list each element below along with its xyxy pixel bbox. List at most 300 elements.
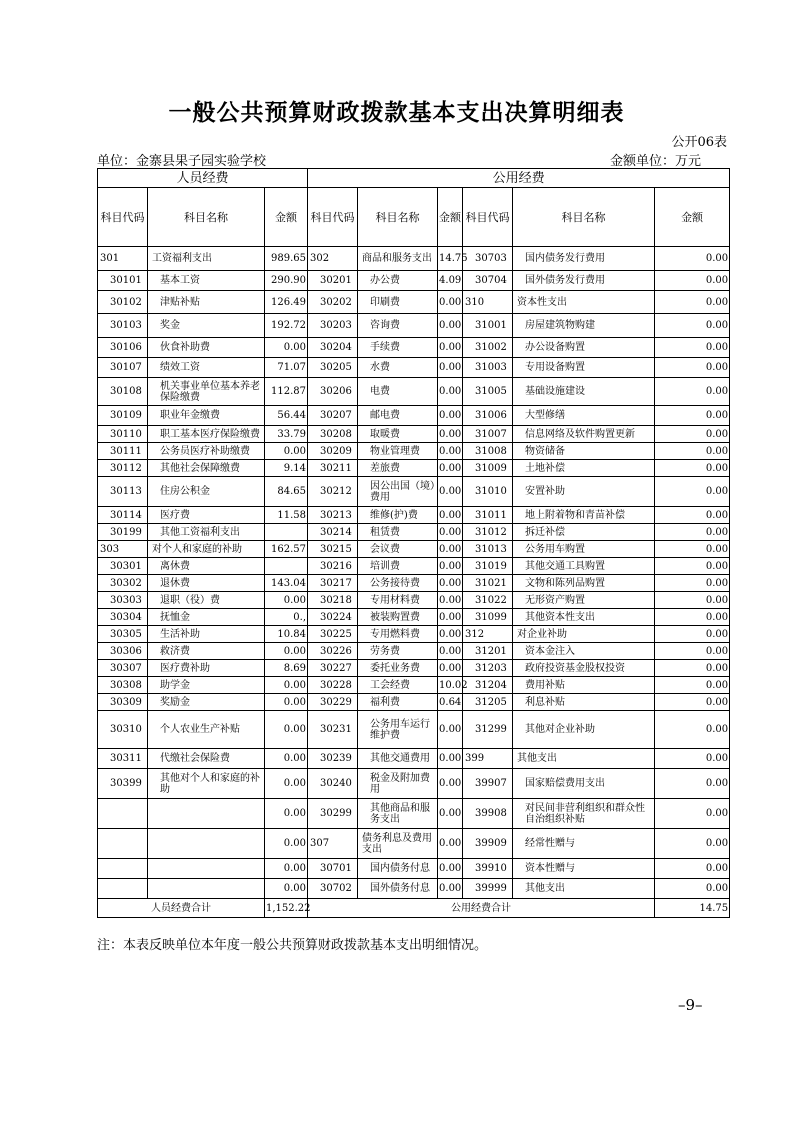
personnel-amount-cell: 0.00 bbox=[265, 643, 308, 660]
personnel-name-cell bbox=[148, 879, 265, 899]
public-amount-cell: 0.00 bbox=[655, 694, 730, 711]
public-code-cell: 31005 bbox=[463, 378, 513, 406]
public-amount-cell: 0.00 bbox=[438, 626, 463, 643]
public-amount-cell: 0.00 bbox=[655, 558, 730, 575]
personnel-name-cell: 医疗费 bbox=[148, 507, 265, 524]
public-code-cell: 39999 bbox=[463, 879, 513, 899]
table-row bbox=[98, 799, 730, 829]
public-code-cell: 31003 bbox=[463, 358, 513, 378]
personnel-amount-cell: 84.65 bbox=[265, 477, 308, 507]
public-code-cell: 30239 bbox=[308, 749, 358, 769]
public-amount-cell: 0.00 bbox=[655, 358, 730, 378]
personnel-name-cell: 奖励金 bbox=[148, 694, 265, 711]
public-name-cell: 费用补贴 bbox=[513, 677, 655, 694]
public-amount-cell: 0.00 bbox=[438, 524, 463, 541]
public-amount-cell: 0.00 bbox=[438, 406, 463, 426]
page-number: –9– bbox=[678, 996, 703, 1014]
public-amount-cell: 0.00 bbox=[655, 507, 730, 524]
table-row bbox=[98, 314, 730, 338]
column-header-row bbox=[98, 188, 730, 247]
public-code-cell: 30216 bbox=[308, 558, 358, 575]
public-code-cell: 30702 bbox=[308, 879, 358, 899]
personnel-name-cell: 对个人和家庭的补助 bbox=[148, 541, 265, 558]
public-name-cell: 资本性支出 bbox=[513, 291, 655, 314]
public-name-cell: 国内债务付息 bbox=[358, 859, 438, 879]
personnel-amount-cell: 162.57 bbox=[265, 541, 308, 558]
public-code-cell: 30299 bbox=[308, 799, 358, 829]
public-name-cell: 资本性赠与 bbox=[513, 859, 655, 879]
personnel-name-cell: 个人农业生产补贴 bbox=[148, 711, 265, 749]
public-amount-cell: 0.00 bbox=[438, 507, 463, 524]
public-code-cell: 30206 bbox=[308, 378, 358, 406]
public-amount-cell: 0.00 bbox=[655, 314, 730, 338]
public-name-cell: 其他资本性支出 bbox=[513, 609, 655, 626]
table-row bbox=[98, 694, 730, 711]
public-code-cell: 31002 bbox=[463, 338, 513, 358]
table-row bbox=[98, 378, 730, 406]
public-code-cell: 30201 bbox=[308, 271, 358, 291]
public-code-cell: 30215 bbox=[308, 541, 358, 558]
public-name-cell: 会议费 bbox=[358, 541, 438, 558]
public-amount-cell: 0.00 bbox=[438, 378, 463, 406]
public-code-cell: 307 bbox=[308, 829, 358, 859]
public-amount-cell: 0.00 bbox=[655, 477, 730, 507]
public-amount-cell: 0.00 bbox=[655, 879, 730, 899]
public-code-cell: 30217 bbox=[308, 575, 358, 592]
personnel-amount-cell: 290.90 bbox=[265, 271, 308, 291]
public-amount-cell: 0.00 bbox=[438, 829, 463, 859]
public-code-cell: 31001 bbox=[463, 314, 513, 338]
totals-row bbox=[98, 899, 730, 918]
personnel-amount-cell: 0., bbox=[265, 609, 308, 626]
table-row bbox=[98, 443, 730, 460]
table-row bbox=[98, 660, 730, 677]
public-name-cell: 房屋建筑物购建 bbox=[513, 314, 655, 338]
personnel-name-cell: 代缴社会保险费 bbox=[148, 749, 265, 769]
public-total-amount: 14.75 bbox=[655, 899, 730, 918]
public-amount-cell: 0.00 bbox=[655, 609, 730, 626]
public-amount-cell: 0.00 bbox=[438, 769, 463, 799]
personnel-amount-cell: 0.00 bbox=[265, 749, 308, 769]
personnel-amount-cell: 112.87 bbox=[265, 378, 308, 406]
public-code-cell: 30218 bbox=[308, 592, 358, 609]
personnel-name-cell bbox=[148, 829, 265, 859]
public-name-cell: 办公设备购置 bbox=[513, 338, 655, 358]
col-header-code: 科目代码 bbox=[98, 188, 148, 247]
public-code-cell: 31099 bbox=[463, 609, 513, 626]
public-amount-cell: 0.00 bbox=[438, 338, 463, 358]
personnel-name-cell: 其他对个人和家庭的补助 bbox=[148, 769, 265, 799]
personnel-amount-cell: 8.69 bbox=[265, 660, 308, 677]
public-code-cell: 31019 bbox=[463, 558, 513, 575]
table-row bbox=[98, 477, 730, 507]
personnel-name-cell: 生活补助 bbox=[148, 626, 265, 643]
public-name-cell: 被装购置费 bbox=[358, 609, 438, 626]
public-name-cell: 其他交通费用 bbox=[358, 749, 438, 769]
personnel-code-cell: 30310 bbox=[98, 711, 148, 749]
public-amount-cell: 0.00 bbox=[438, 799, 463, 829]
public-name-cell: 国外债务发行费用 bbox=[513, 271, 655, 291]
public-code-cell: 39908 bbox=[463, 799, 513, 829]
col-header-name: 科目名称 bbox=[358, 188, 438, 247]
public-name-cell: 办公费 bbox=[358, 271, 438, 291]
public-code-cell: 30208 bbox=[308, 426, 358, 443]
public-name-cell: 资本金注入 bbox=[513, 643, 655, 660]
public-name-cell: 债务利息及费用支出 bbox=[358, 829, 438, 859]
public-name-cell: 其他支出 bbox=[513, 879, 655, 899]
personnel-amount-cell: 0.00 bbox=[265, 829, 308, 859]
public-name-cell: 国家赔偿费用支出 bbox=[513, 769, 655, 799]
personnel-amount-cell: 71.07 bbox=[265, 358, 308, 378]
personnel-code-cell: 30309 bbox=[98, 694, 148, 711]
col-header-amount: 金额 bbox=[438, 188, 463, 247]
public-code-cell: 30224 bbox=[308, 609, 358, 626]
personnel-code-cell: 30399 bbox=[98, 769, 148, 799]
public-name-cell: 对民间非营利组织和群众性自治组织补贴 bbox=[513, 799, 655, 829]
public-name-cell: 手续费 bbox=[358, 338, 438, 358]
public-amount-cell: 0.00 bbox=[655, 677, 730, 694]
personnel-name-cell bbox=[148, 859, 265, 879]
personnel-code-cell: 30107 bbox=[98, 358, 148, 378]
public-code-cell: 31010 bbox=[463, 477, 513, 507]
public-amount-cell: 0.00 bbox=[655, 859, 730, 879]
public-code-cell: 31299 bbox=[463, 711, 513, 749]
public-name-cell: 专用燃料费 bbox=[358, 626, 438, 643]
personnel-amount-cell: 0.00 bbox=[265, 799, 308, 829]
personnel-name-cell: 公务员医疗补助缴费 bbox=[148, 443, 265, 460]
public-amount-cell: 0.00 bbox=[655, 643, 730, 660]
personnel-name-cell: 住房公积金 bbox=[148, 477, 265, 507]
public-name-cell: 利息补贴 bbox=[513, 694, 655, 711]
public-code-cell: 31011 bbox=[463, 507, 513, 524]
table-row bbox=[98, 524, 730, 541]
public-amount-cell: 0.00 bbox=[655, 406, 730, 426]
public-amount-cell: 0.00 bbox=[438, 609, 463, 626]
personnel-code-cell bbox=[98, 859, 148, 879]
table-row bbox=[98, 247, 730, 271]
public-name-cell: 电费 bbox=[358, 378, 438, 406]
table-row bbox=[98, 541, 730, 558]
page-title: 一般公共预算财政拨款基本支出决算明细表 bbox=[168, 99, 625, 126]
public-code-cell: 31205 bbox=[463, 694, 513, 711]
personnel-total-amount: 1,152.22 bbox=[265, 899, 308, 918]
public-amount-cell: 0.00 bbox=[655, 460, 730, 477]
public-amount-cell: 0.00 bbox=[655, 769, 730, 799]
public-amount-cell: 10.02 bbox=[438, 677, 463, 694]
public-code-cell: 31201 bbox=[463, 643, 513, 660]
public-code-cell: 31203 bbox=[463, 660, 513, 677]
table-row bbox=[98, 558, 730, 575]
public-name-cell: 取暖费 bbox=[358, 426, 438, 443]
public-amount-cell: 0.00 bbox=[655, 426, 730, 443]
public-code-cell: 31013 bbox=[463, 541, 513, 558]
personnel-code-cell: 30306 bbox=[98, 643, 148, 660]
public-code-cell: 39910 bbox=[463, 859, 513, 879]
public-code-cell: 30701 bbox=[308, 859, 358, 879]
public-code-cell: 312 bbox=[463, 626, 513, 643]
public-amount-cell: 0.00 bbox=[655, 443, 730, 460]
personnel-amount-cell: 0.00 bbox=[265, 338, 308, 358]
personnel-code-cell: 301 bbox=[98, 247, 148, 271]
public-amount-cell: 0.00 bbox=[438, 291, 463, 314]
col-header-amount: 金额 bbox=[655, 188, 730, 247]
public-amount-cell: 0.00 bbox=[655, 524, 730, 541]
personnel-code-cell: 30102 bbox=[98, 291, 148, 314]
public-group-header: 公用经费 bbox=[308, 169, 730, 188]
public-name-cell: 税金及附加费用 bbox=[358, 769, 438, 799]
public-code-cell: 30211 bbox=[308, 460, 358, 477]
personnel-amount-cell: 0.00 bbox=[265, 859, 308, 879]
public-name-cell: 差旅费 bbox=[358, 460, 438, 477]
personnel-name-cell: 退休费 bbox=[148, 575, 265, 592]
personnel-code-cell: 30307 bbox=[98, 660, 148, 677]
personnel-amount-cell: 126.49 bbox=[265, 291, 308, 314]
personnel-amount-cell: 0.00 bbox=[265, 879, 308, 899]
public-name-cell: 因公出国（境）费用 bbox=[358, 477, 438, 507]
personnel-name-cell: 津贴补贴 bbox=[148, 291, 265, 314]
personnel-code-cell: 30301 bbox=[98, 558, 148, 575]
public-code-cell: 310 bbox=[463, 291, 513, 314]
personnel-amount-cell bbox=[265, 524, 308, 541]
public-name-cell: 土地补偿 bbox=[513, 460, 655, 477]
public-code-cell: 39907 bbox=[463, 769, 513, 799]
public-amount-cell: 0.00 bbox=[655, 592, 730, 609]
public-amount-cell: 0.00 bbox=[655, 378, 730, 406]
public-name-cell: 水费 bbox=[358, 358, 438, 378]
public-code-cell: 30205 bbox=[308, 358, 358, 378]
table-row bbox=[98, 626, 730, 643]
public-amount-cell: 0.00 bbox=[655, 829, 730, 859]
public-code-cell: 30704 bbox=[463, 271, 513, 291]
personnel-code-cell: 303 bbox=[98, 541, 148, 558]
table-row bbox=[98, 271, 730, 291]
public-amount-cell: 0.00 bbox=[655, 799, 730, 829]
public-name-cell: 安置补助 bbox=[513, 477, 655, 507]
table-row bbox=[98, 406, 730, 426]
public-name-cell: 福利费 bbox=[358, 694, 438, 711]
personnel-name-cell bbox=[148, 799, 265, 829]
public-amount-cell: 0.00 bbox=[438, 443, 463, 460]
public-code-cell: 30214 bbox=[308, 524, 358, 541]
public-name-cell: 印刷费 bbox=[358, 291, 438, 314]
personnel-group-header: 人员经费 bbox=[98, 169, 308, 188]
personnel-amount-cell: 56.44 bbox=[265, 406, 308, 426]
public-name-cell: 专用材料费 bbox=[358, 592, 438, 609]
expenditure-table bbox=[97, 168, 730, 918]
public-amount-cell: 0.00 bbox=[655, 575, 730, 592]
public-name-cell: 委托业务费 bbox=[358, 660, 438, 677]
personnel-amount-cell: 0.00 bbox=[265, 694, 308, 711]
public-name-cell: 经常性赠与 bbox=[513, 829, 655, 859]
public-amount-cell: 0.00 bbox=[438, 711, 463, 749]
personnel-amount-cell: 0.00 bbox=[265, 592, 308, 609]
public-code-cell: 31009 bbox=[463, 460, 513, 477]
personnel-amount-cell: 192.72 bbox=[265, 314, 308, 338]
public-name-cell: 维修(护)费 bbox=[358, 507, 438, 524]
public-name-cell: 劳务费 bbox=[358, 643, 438, 660]
personnel-amount-cell: 10.84 bbox=[265, 626, 308, 643]
personnel-code-cell: 30304 bbox=[98, 609, 148, 626]
personnel-code-cell: 30109 bbox=[98, 406, 148, 426]
public-code-cell: 30209 bbox=[308, 443, 358, 460]
table-row bbox=[98, 460, 730, 477]
public-code-cell: 31012 bbox=[463, 524, 513, 541]
personnel-code-cell: 30113 bbox=[98, 477, 148, 507]
personnel-code-cell: 30305 bbox=[98, 626, 148, 643]
public-code-cell: 31021 bbox=[463, 575, 513, 592]
personnel-name-cell: 抚恤金 bbox=[148, 609, 265, 626]
public-code-cell: 39909 bbox=[463, 829, 513, 859]
personnel-code-cell: 30302 bbox=[98, 575, 148, 592]
public-code-cell: 30203 bbox=[308, 314, 358, 338]
personnel-amount-cell: 0.00 bbox=[265, 677, 308, 694]
public-name-cell: 其他对企业补助 bbox=[513, 711, 655, 749]
personnel-amount-cell: 33.79 bbox=[265, 426, 308, 443]
public-amount-cell: 0.00 bbox=[438, 749, 463, 769]
public-amount-cell: 0.00 bbox=[438, 859, 463, 879]
personnel-code-cell bbox=[98, 829, 148, 859]
table-row bbox=[98, 507, 730, 524]
personnel-amount-cell: 0.00 bbox=[265, 769, 308, 799]
personnel-name-cell: 机关事业单位基本养老保险缴费 bbox=[148, 378, 265, 406]
public-name-cell: 公务用车购置 bbox=[513, 541, 655, 558]
table-row bbox=[98, 829, 730, 859]
personnel-name-cell: 基本工资 bbox=[148, 271, 265, 291]
public-name-cell: 物资储备 bbox=[513, 443, 655, 460]
public-amount-cell: 0.00 bbox=[438, 460, 463, 477]
public-amount-cell: 0.00 bbox=[655, 749, 730, 769]
personnel-name-cell: 工资福利支出 bbox=[148, 247, 265, 271]
public-name-cell: 基础设施建设 bbox=[513, 378, 655, 406]
public-code-cell: 31022 bbox=[463, 592, 513, 609]
personnel-code-cell: 30101 bbox=[98, 271, 148, 291]
public-amount-cell: 0.00 bbox=[655, 291, 730, 314]
group-header-row bbox=[98, 169, 730, 188]
public-code-cell: 30202 bbox=[308, 291, 358, 314]
personnel-name-cell: 医疗费补助 bbox=[148, 660, 265, 677]
public-amount-cell: 0.00 bbox=[438, 643, 463, 660]
personnel-code-cell: 30103 bbox=[98, 314, 148, 338]
public-code-cell: 30229 bbox=[308, 694, 358, 711]
public-name-cell: 对企业补助 bbox=[513, 626, 655, 643]
public-amount-cell: 0.00 bbox=[438, 477, 463, 507]
personnel-code-cell: 30111 bbox=[98, 443, 148, 460]
public-amount-cell: 0.00 bbox=[655, 626, 730, 643]
public-amount-cell: 0.00 bbox=[655, 338, 730, 358]
personnel-code-cell bbox=[98, 879, 148, 899]
amount-unit: 金额单位：万元 bbox=[610, 154, 702, 169]
public-code-cell: 399 bbox=[463, 749, 513, 769]
public-amount-cell: 0.00 bbox=[438, 575, 463, 592]
public-name-cell: 公务接待费 bbox=[358, 575, 438, 592]
table-row bbox=[98, 711, 730, 749]
public-code-cell: 302 bbox=[308, 247, 358, 271]
col-header-name: 科目名称 bbox=[148, 188, 265, 247]
public-name-cell: 公务用车运行维护费 bbox=[358, 711, 438, 749]
public-name-cell: 物业管理费 bbox=[358, 443, 438, 460]
table-row bbox=[98, 643, 730, 660]
public-code-cell: 30226 bbox=[308, 643, 358, 660]
public-code-cell: 30204 bbox=[308, 338, 358, 358]
public-amount-cell: 0.00 bbox=[438, 660, 463, 677]
public-name-cell: 政府投资基金股权投资 bbox=[513, 660, 655, 677]
table-row bbox=[98, 677, 730, 694]
form-number: 公开06表 bbox=[671, 135, 727, 150]
personnel-name-cell: 退职（役）费 bbox=[148, 592, 265, 609]
public-name-cell: 其他商品和服务支出 bbox=[358, 799, 438, 829]
public-code-cell: 31007 bbox=[463, 426, 513, 443]
public-amount-cell: 0.00 bbox=[655, 711, 730, 749]
col-header-amount: 金额 bbox=[265, 188, 308, 247]
public-code-cell: 30212 bbox=[308, 477, 358, 507]
public-amount-cell: 0.00 bbox=[438, 314, 463, 338]
public-amount-cell: 0.00 bbox=[655, 247, 730, 271]
public-amount-cell: 0.00 bbox=[438, 541, 463, 558]
public-amount-cell: 0.00 bbox=[438, 426, 463, 443]
col-header-code: 科目代码 bbox=[463, 188, 513, 247]
personnel-code-cell: 30110 bbox=[98, 426, 148, 443]
public-code-cell: 31204 bbox=[463, 677, 513, 694]
table-row bbox=[98, 338, 730, 358]
public-code-cell: 30703 bbox=[463, 247, 513, 271]
personnel-total-label: 人员经费合计 bbox=[98, 899, 265, 918]
personnel-amount-cell: 989.65 bbox=[265, 247, 308, 271]
personnel-name-cell: 职工基本医疗保险缴费 bbox=[148, 426, 265, 443]
public-amount-cell: 0.00 bbox=[655, 660, 730, 677]
public-total-label: 公用经费合计 bbox=[308, 899, 655, 918]
personnel-code-cell bbox=[98, 799, 148, 829]
public-code-cell: 31006 bbox=[463, 406, 513, 426]
personnel-amount-cell: 9.14 bbox=[265, 460, 308, 477]
public-amount-cell: 0.00 bbox=[655, 541, 730, 558]
personnel-name-cell: 其他社会保障缴费 bbox=[148, 460, 265, 477]
table-row bbox=[98, 769, 730, 799]
personnel-code-cell: 30112 bbox=[98, 460, 148, 477]
personnel-name-cell: 助学金 bbox=[148, 677, 265, 694]
personnel-code-cell: 30303 bbox=[98, 592, 148, 609]
table-row bbox=[98, 609, 730, 626]
col-header-name: 科目名称 bbox=[513, 188, 655, 247]
public-name-cell: 商品和服务支出 bbox=[358, 247, 438, 271]
personnel-name-cell: 奖金 bbox=[148, 314, 265, 338]
personnel-code-cell: 30311 bbox=[98, 749, 148, 769]
table-row bbox=[98, 859, 730, 879]
personnel-name-cell: 绩效工资 bbox=[148, 358, 265, 378]
public-amount-cell: 0.00 bbox=[438, 592, 463, 609]
table-row bbox=[98, 749, 730, 769]
public-name-cell: 咨询费 bbox=[358, 314, 438, 338]
public-name-cell: 工会经费 bbox=[358, 677, 438, 694]
public-code-cell: 30207 bbox=[308, 406, 358, 426]
table-row bbox=[98, 879, 730, 899]
personnel-name-cell: 职业年金缴费 bbox=[148, 406, 265, 426]
personnel-name-cell: 救济费 bbox=[148, 643, 265, 660]
public-name-cell: 无形资产购置 bbox=[513, 592, 655, 609]
public-amount-cell: 4.09 bbox=[438, 271, 463, 291]
public-amount-cell: 14.75 bbox=[438, 247, 463, 271]
public-amount-cell: 0.00 bbox=[655, 271, 730, 291]
public-code-cell: 30227 bbox=[308, 660, 358, 677]
public-name-cell: 地上附着物和青苗补偿 bbox=[513, 507, 655, 524]
public-name-cell: 大型修缮 bbox=[513, 406, 655, 426]
public-name-cell: 租赁费 bbox=[358, 524, 438, 541]
table-row bbox=[98, 575, 730, 592]
table-row bbox=[98, 358, 730, 378]
personnel-code-cell: 30114 bbox=[98, 507, 148, 524]
public-code-cell: 30228 bbox=[308, 677, 358, 694]
col-header-code: 科目代码 bbox=[308, 188, 358, 247]
public-amount-cell: 0.00 bbox=[438, 358, 463, 378]
